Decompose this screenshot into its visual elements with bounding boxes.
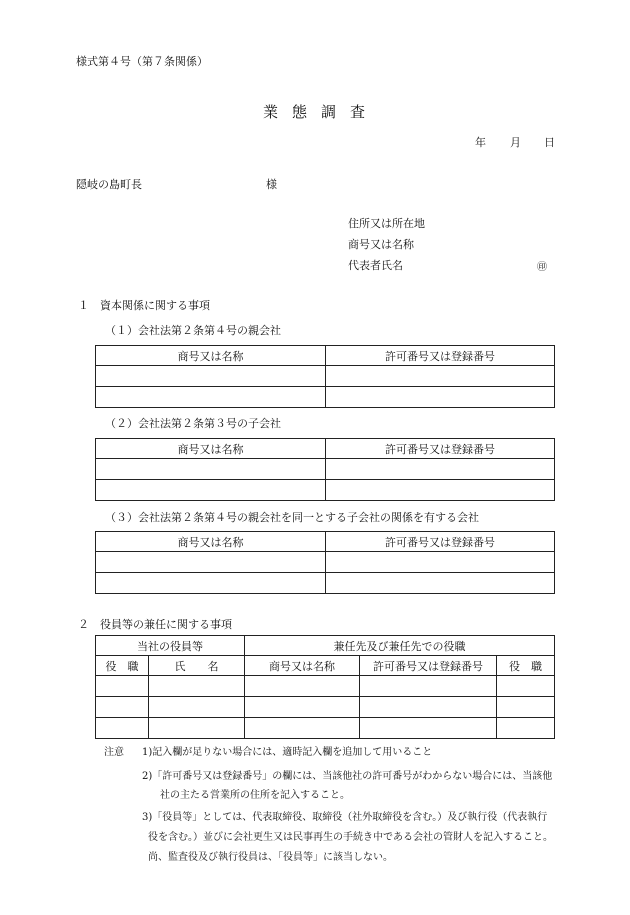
table-cell[interactable] [497, 718, 555, 739]
addressee-honorific: 様 [266, 178, 277, 191]
addressee-name: 隠岐の島町長 [76, 178, 142, 191]
table-cell[interactable] [326, 480, 555, 501]
seal-mark: ㊞ [537, 262, 547, 273]
section1-heading: １ 資本関係に関する事項 [78, 299, 210, 312]
table-cell[interactable] [245, 676, 360, 697]
notes-label: 注意 [104, 747, 124, 758]
table-cell[interactable] [96, 676, 149, 697]
note-1: 1)記入欄が足りない場合には、適時記入欄を追加して用いること [142, 747, 433, 758]
col-header-license-number: 許可番号又は登録番号 [326, 532, 555, 552]
note-3-line-3: 尚、監査役及び執行役員は、「役員等」に該当しない。 [148, 852, 393, 863]
officer-concurrent-table [95, 635, 555, 739]
table-cell[interactable] [96, 366, 326, 387]
table-cell[interactable] [497, 676, 555, 697]
section2-heading: ２ 役員等の兼任に関する事項 [78, 618, 232, 631]
sibling-company-table [95, 531, 555, 594]
page-title: 業態調査 [263, 103, 380, 121]
form-number: 様式第４号（第７条関係） [76, 55, 208, 68]
table-cell[interactable] [497, 697, 555, 718]
table-cell[interactable] [360, 697, 497, 718]
applicant-representative-label: 代表者氏名 [348, 259, 403, 272]
applicant-name-label: 商号又は名称 [348, 238, 414, 251]
table-cell[interactable] [96, 573, 326, 594]
subsidiary-table [95, 438, 555, 501]
table-cell[interactable] [96, 718, 149, 739]
note-2-line-2: 社の主たる営業所の住所を記入すること。 [160, 790, 350, 801]
col-header-company-name: 商号又は名称 [245, 656, 360, 676]
col-header-position: 役 職 [96, 656, 149, 676]
col-header-officer-name: 氏 名 [149, 656, 245, 676]
col-header-license-number: 許可番号又は登録番号 [360, 656, 497, 676]
table-cell[interactable] [96, 697, 149, 718]
col-header-company-name: 商号又は名称 [96, 439, 326, 459]
table-cell[interactable] [245, 718, 360, 739]
parent-company-table [95, 345, 555, 408]
date-year-label: 年 [475, 136, 486, 149]
date-day-label: 日 [544, 136, 555, 149]
applicant-address-label: 住所又は所在地 [348, 217, 425, 230]
table-cell[interactable] [96, 459, 326, 480]
table-cell[interactable] [149, 697, 245, 718]
table-cell[interactable] [149, 718, 245, 739]
col-header-concurrent-position: 役 職 [497, 656, 555, 676]
table-cell[interactable] [326, 387, 555, 408]
group-header-own-officers: 当社の役員等 [96, 636, 245, 656]
group-header-concurrent-posts: 兼任先及び兼任先での役職 [245, 636, 555, 656]
col-header-company-name: 商号又は名称 [96, 532, 326, 552]
table-cell[interactable] [326, 459, 555, 480]
table-cell[interactable] [360, 718, 497, 739]
note-3-line-1: 3)「役員等」としては、代表取締役、取締役（社外取締役を含む。）及び執行役（代表執行 [142, 812, 548, 823]
parent-company-heading: （１）会社法第２条第４号の親会社 [105, 324, 281, 337]
col-header-company-name: 商号又は名称 [96, 346, 326, 366]
table-cell[interactable] [96, 480, 326, 501]
sibling-company-heading: （３）会社法第２条第４号の親会社を同一とする子会社の関係を有する会社 [105, 511, 479, 524]
table-cell[interactable] [326, 366, 555, 387]
note-2-line-1: 2)「許可番号又は登録番号」の欄には、当該他社の許可番号がわからない場合には、当該他 [142, 771, 553, 782]
table-cell[interactable] [149, 676, 245, 697]
table-cell[interactable] [245, 697, 360, 718]
table-cell[interactable] [360, 676, 497, 697]
table-cell[interactable] [96, 387, 326, 408]
table-cell[interactable] [96, 552, 326, 573]
table-cell[interactable] [326, 552, 555, 573]
col-header-license-number: 許可番号又は登録番号 [326, 439, 555, 459]
table-cell[interactable] [326, 573, 555, 594]
col-header-license-number: 許可番号又は登録番号 [326, 346, 555, 366]
note-3-line-2: 役を含む。）並びに会社更生又は民事再生の手続き中である会社の管財人を記入すること。 [148, 832, 553, 843]
subsidiary-heading: （２）会社法第２条第３号の子会社 [105, 417, 281, 430]
date-month-label: 月 [510, 136, 521, 149]
